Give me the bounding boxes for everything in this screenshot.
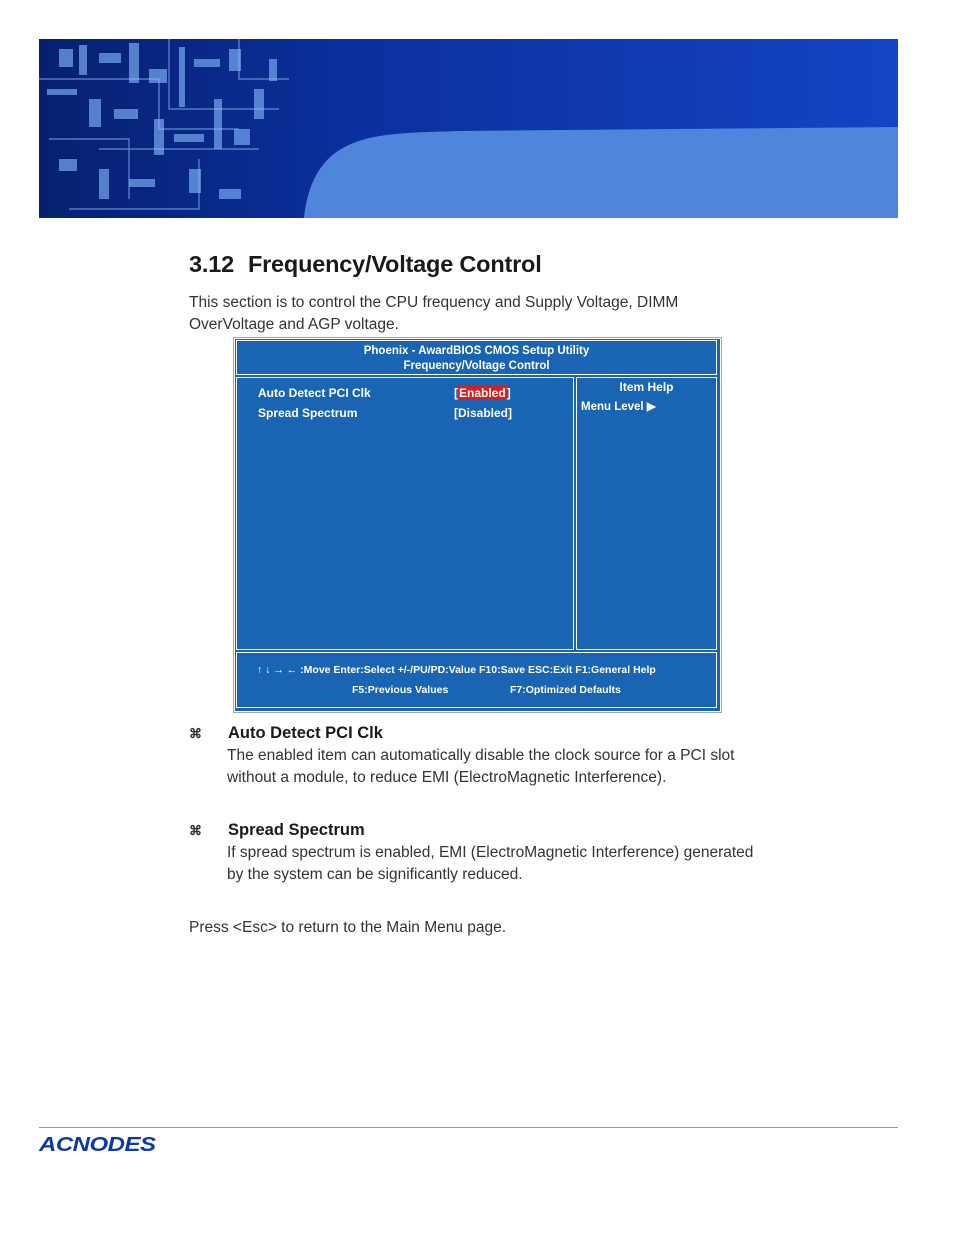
header-banner (39, 39, 898, 218)
item-heading: Spread Spectrum (228, 821, 365, 839)
bracket-open: [ (454, 386, 458, 400)
bios-row-spread-spectrum[interactable] (258, 406, 513, 420)
bios-screen (234, 338, 721, 712)
section-title-text: Frequency/Voltage Control (247, 251, 542, 277)
command-bullet-icon: ⌘ (189, 823, 202, 838)
bios-header-subtitle: Frequency/Voltage Control (403, 360, 550, 372)
bracket-close: ] (506, 386, 511, 400)
bios-header (236, 340, 717, 375)
bios-row-label: Spread Spectrum (258, 406, 358, 420)
footer-rule (39, 1127, 898, 1128)
item-description: If spread spectrum is enabled, EMI (ElectroMagnetic Interference) generated by the system can be significantly reduced. (227, 844, 754, 883)
command-bullet-icon: ⌘ (189, 726, 202, 741)
item-description: The enabled item can automatically disable the clock source for a PCI slot without a module, to reduce EMI (ElectroMagnetic Interference). (227, 747, 735, 786)
section-intro: This section is to control the CPU frequency and Supply Voltage, DIMM OverVoltage and AGP voltage. (189, 294, 679, 333)
circuit-board-image (39, 39, 898, 218)
key-legend-line2 (352, 684, 621, 696)
closing-note: Press <Esc> to return to the Main Menu page. (189, 919, 507, 936)
bios-row-value[interactable] (454, 386, 511, 400)
section-number: 3.12 (189, 251, 234, 277)
item-heading: Auto Detect PCI Clk (228, 724, 383, 742)
bios-key-legend (236, 652, 717, 708)
optimized-defaults-key: F7:Optimized Defaults (510, 684, 621, 696)
menu-level: Menu Level ▶ (581, 401, 656, 413)
bios-row-auto-detect-pci-clk[interactable] (258, 386, 511, 400)
bios-help-panel (576, 377, 717, 650)
bios-header-title: Phoenix - AwardBIOS CMOS Setup Utility (363, 345, 590, 357)
key-legend-line1: ↑ ↓ → ← :Move Enter:Select +/-/PU/PD:Value F10:Save ESC:Exit F1:General Help (257, 664, 656, 676)
help-title: Item Help (619, 380, 674, 394)
previous-values-key: F5:Previous Values (352, 684, 449, 696)
section-title (189, 251, 542, 278)
bios-row-label: Auto Detect PCI Clk (258, 386, 371, 400)
bios-value-highlight: Enabled (459, 386, 506, 400)
acnodes-logo: ACNODES (39, 1133, 156, 1156)
bios-settings-panel (236, 377, 574, 650)
bios-row-value[interactable]: [Disabled] (454, 406, 513, 420)
